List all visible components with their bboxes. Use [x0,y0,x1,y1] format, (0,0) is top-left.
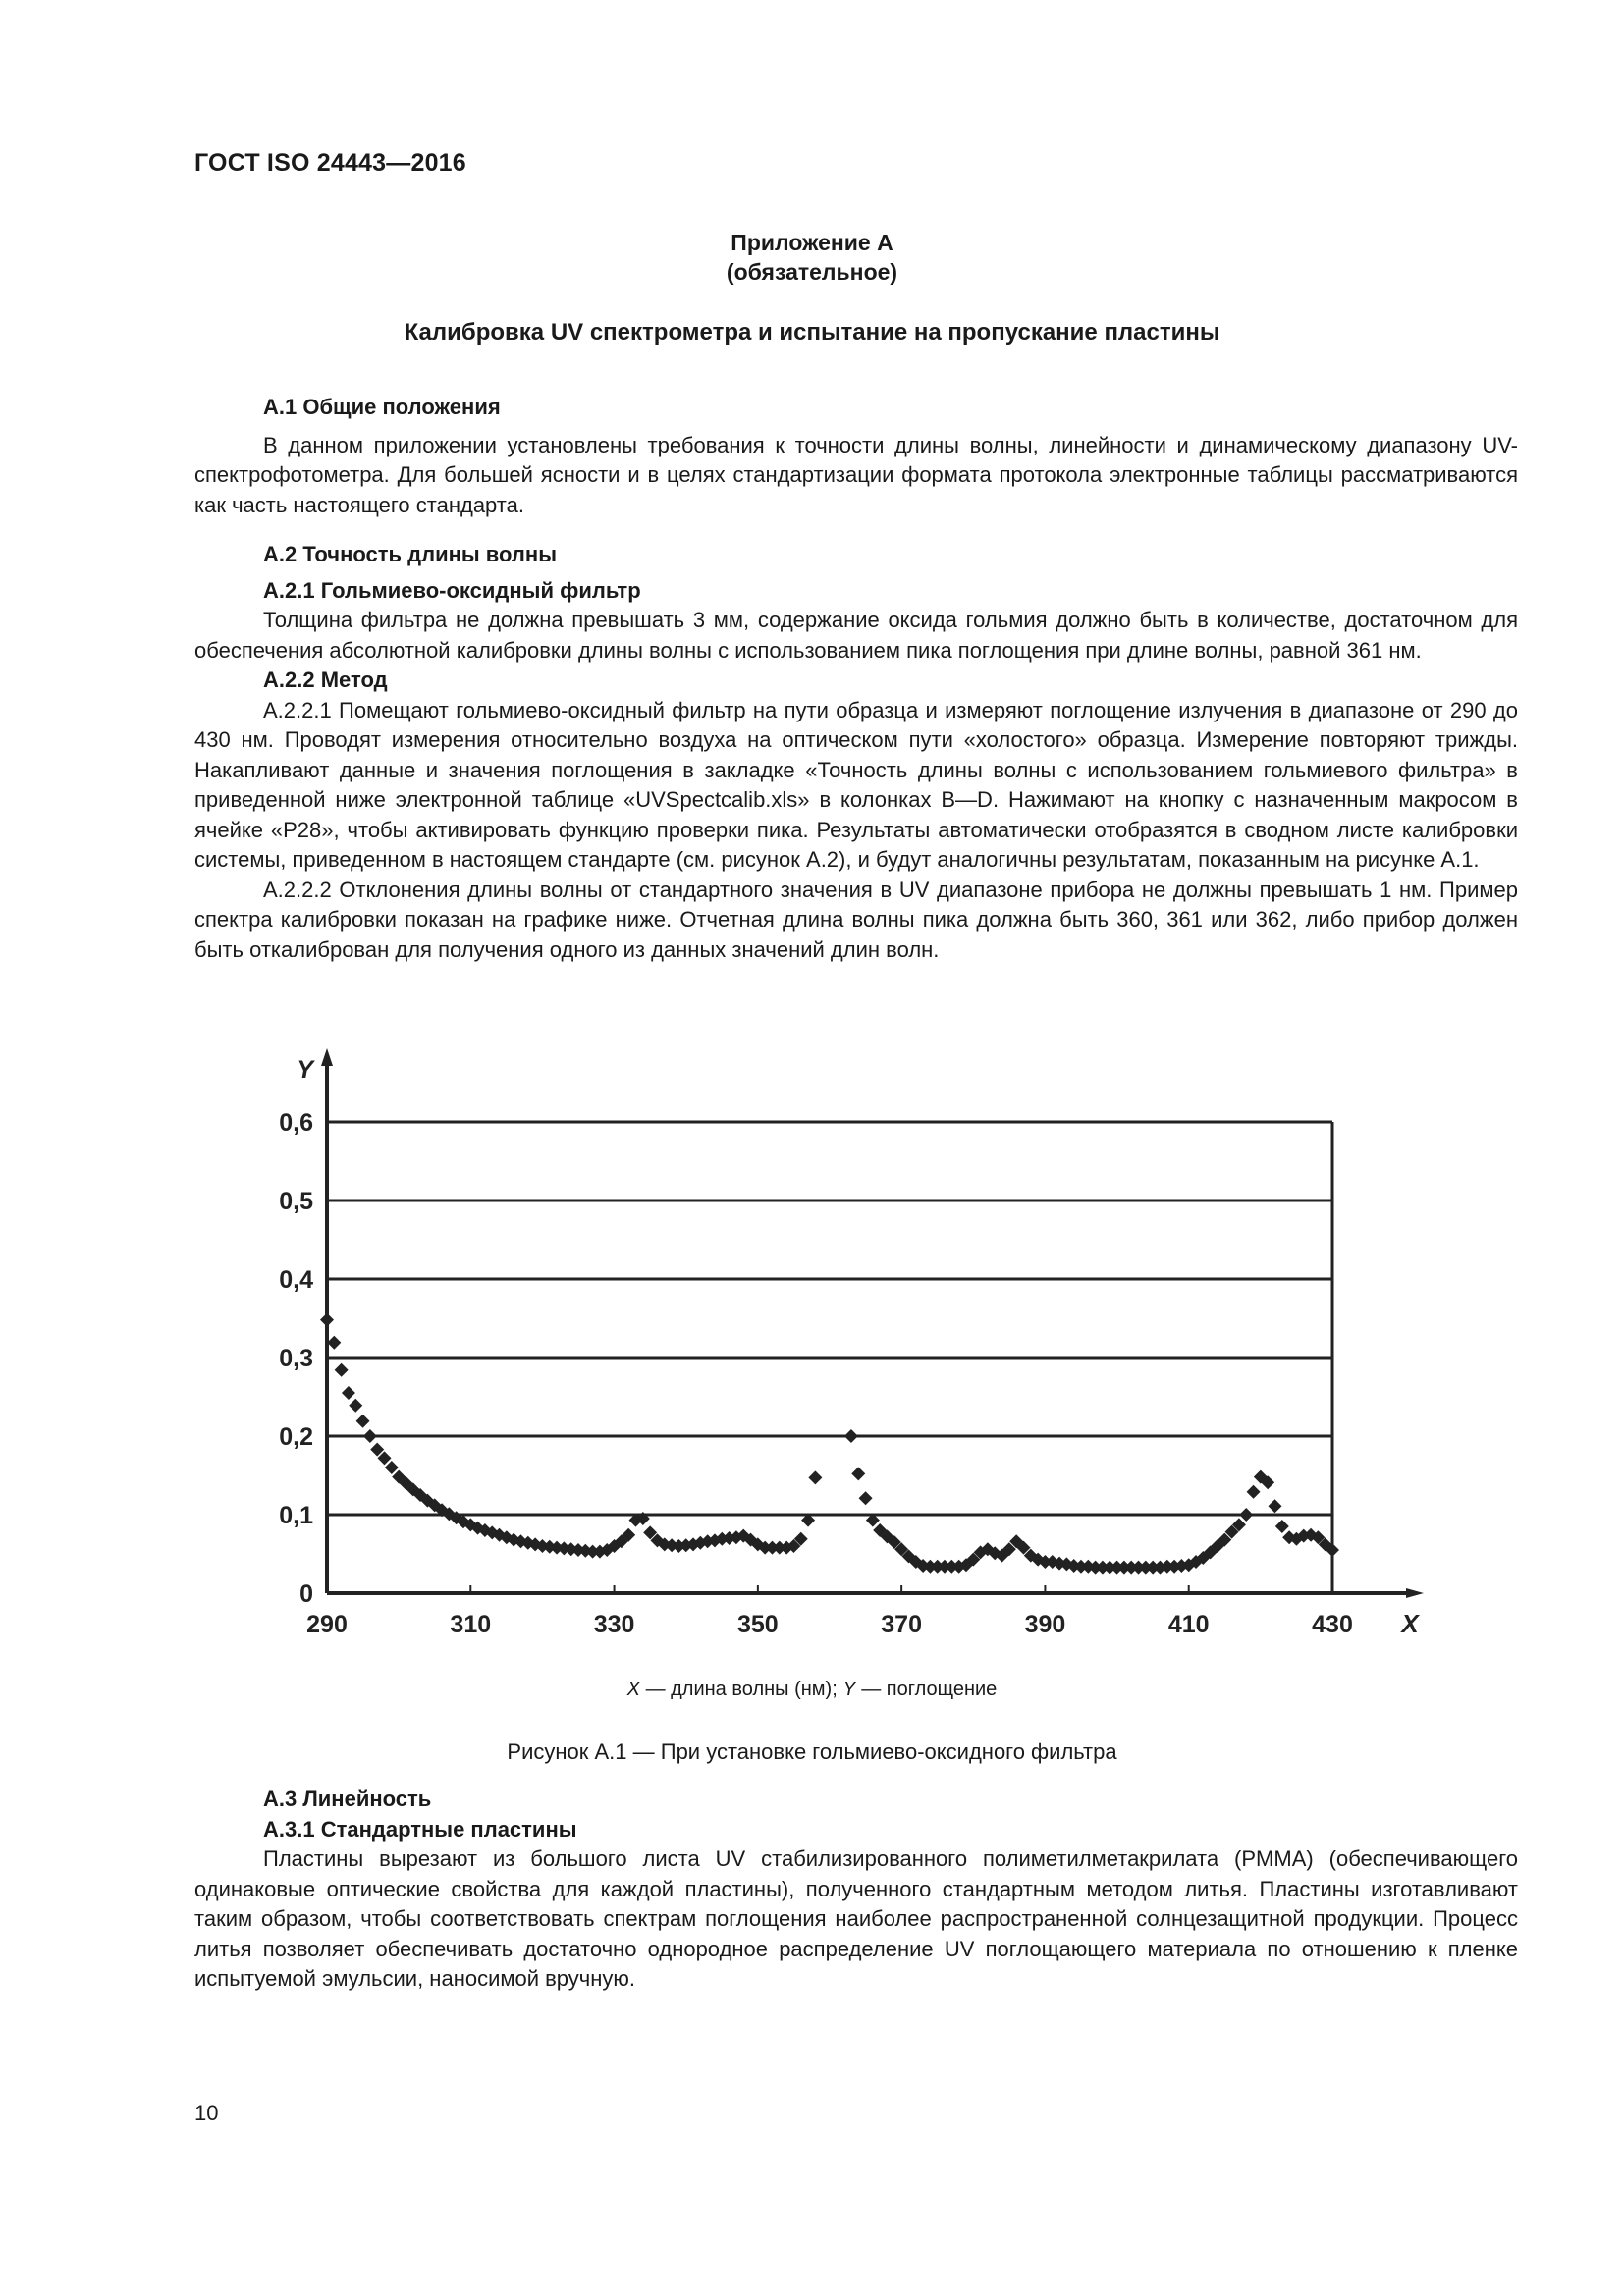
data-point-diamond [342,1386,355,1400]
x-axis-letter: X [1401,1609,1419,1638]
data-point-diamond [859,1491,873,1505]
data-point-diamond [844,1429,858,1443]
section-a1-heading: А.1 Общие положения [263,395,501,419]
data-point-diamond [349,1399,362,1413]
annex-status: (обязательное) [726,259,898,285]
axis-legend [0,1679,1624,1701]
section-a2-heading: А.2 Точность длины волны [263,542,557,566]
data-point-diamond [1247,1485,1261,1499]
data-point-diamond [363,1429,377,1443]
page-number: 10 [194,2101,219,2125]
x-tick-label: 310 [450,1611,492,1638]
document-code: ГОСТ ISO 24443—2016 [194,149,466,177]
section-a21-heading: А.2.1 Гольмиево-оксидный фильтр [263,577,641,603]
y-tick-label: 0,2 [279,1423,313,1451]
section-a21-text: Толщина фильтра не должна превышать 3 мм, содержание оксида гольмия должно быть в количестве, достаточном для обеспечения абсолютной калибровки длины волны с использованием пика поглощения при длине волны, равной 361 нм. [194,608,1518,663]
data-point-diamond [327,1336,341,1350]
annex-heading: Калибровка UV спектрометра и испытание на пропускание пластины [404,319,1220,346]
y-tick-label: 0,1 [279,1502,313,1529]
section-a2 [194,540,1518,965]
x-tick-label: 430 [1312,1611,1353,1638]
section-a31-text: Пластины вырезают из большого листа UV стабилизированного полиметилметакрилата (PMMA) (обеспечивающего одинаковые оптические свойства для каждой пластины), полученного стандартным методом литья. Пластины изготавливают таким образом, чтобы соответствовать спектрам поглощения наиболее распространенной солнцезащитной продукции. Процесс литья позволяет обеспечивать достаточно однородное распределение UV поглощающего материала по отношению к пленке испытуемой эмульсии, наносимой вручную. [194,1846,1518,1991]
y-tick-label: 0,4 [279,1266,313,1294]
x-tick-label: 350 [736,1611,779,1638]
section-a22-heading: А.2.2 Метод [263,667,388,692]
section-a222-text: А.2.2.2 Отклонения длины волны от стандартного значения в UV диапазоне прибора не должны превышать 1 нм. Пример спектра калибровки показан на графике ниже. Отчетная длина волны пика должна быть 360, 361 или 362, либо прибор должен быть откалиброван для получения одного из данных значений длин волн. [194,877,1518,962]
data-point-diamond [1275,1520,1289,1533]
data-point-diamond [808,1470,822,1484]
data-point-diamond [356,1415,370,1428]
section-a221-text: А.2.2.1 Помещают гольмиево-оксидный фильтр на пути образца и измеряют поглощение излучения в диапазоне от 290 до 430 нм. Проводят измерения относительно воздуха на оптическом пути «холостого» образца. Измерение повторяют трижды. Накапливают данные и значения поглощения в закладке «Точность длины волны с использованием гольмиевого фильтра» в приведенной ниже электронной таблице «UVSpectcalib.xls» в колонках В—D. Нажимают на кнопку с назначенным макросом в ячейке «Р28», чтобы активировать функцию проверки пика. Результаты автоматически отобразятся в сводном листе калибровки системы, приведенном в настоящем стандарте (см. рисунок А.2), и будут аналогичны результатам, показанным на рисунке А.1. [194,697,1518,872]
data-point-diamond [320,1313,334,1327]
axis-legend-y-letter: Y [842,1679,856,1700]
section-a3-heading: А.3 Линейность [263,1787,432,1811]
data-point-diamond [1268,1499,1281,1513]
data-point-diamond [335,1363,349,1377]
axis-legend-x-letter: X [626,1679,641,1700]
figure-caption: Рисунок А.1 — При установке гольмиево-оксидного фильтра [507,1739,1117,1764]
y-tick-label: 0,5 [279,1188,313,1215]
y-axis-arrow-icon [321,1048,333,1066]
axis-legend-y-text: — поглощение [855,1679,998,1700]
absorbance-chart [0,1041,1624,1649]
annex-title: Приложение А [731,230,893,255]
section-a31-heading: А.3.1 Стандартные пластины [263,1816,577,1842]
axis-legend-x-text: — длина волны (нм); [640,1679,843,1700]
data-point-diamond [1239,1508,1253,1522]
data-point-diamond [851,1467,865,1480]
y-tick-label: 0,3 [279,1345,313,1372]
x-tick-label: 370 [881,1611,923,1638]
x-axis-arrow-icon [1406,1588,1424,1598]
section-a3 [194,1785,1518,1995]
chart-canvas [0,1041,1624,1649]
x-tick-label: 410 [1167,1611,1210,1638]
x-tick-label: 390 [1024,1611,1066,1638]
x-tick-label: 290 [306,1611,348,1638]
y-axis-letter: Y [297,1056,313,1084]
section-a1 [194,393,1518,520]
y-tick-label: 0 [299,1580,313,1608]
section-a1-text: В данном приложении установлены требования к точности длины волны, линейности и динамическому диапазону UV-спектрофотометра. Для большей ясности и в целях стандартизации формата протокола электронные таблицы рассматриваются как часть настоящего стандарта. [194,432,1518,517]
x-tick-label: 330 [593,1611,635,1638]
data-point-diamond [385,1461,399,1474]
annex-title-block [0,228,1624,287]
y-tick-label: 0,6 [279,1109,313,1137]
